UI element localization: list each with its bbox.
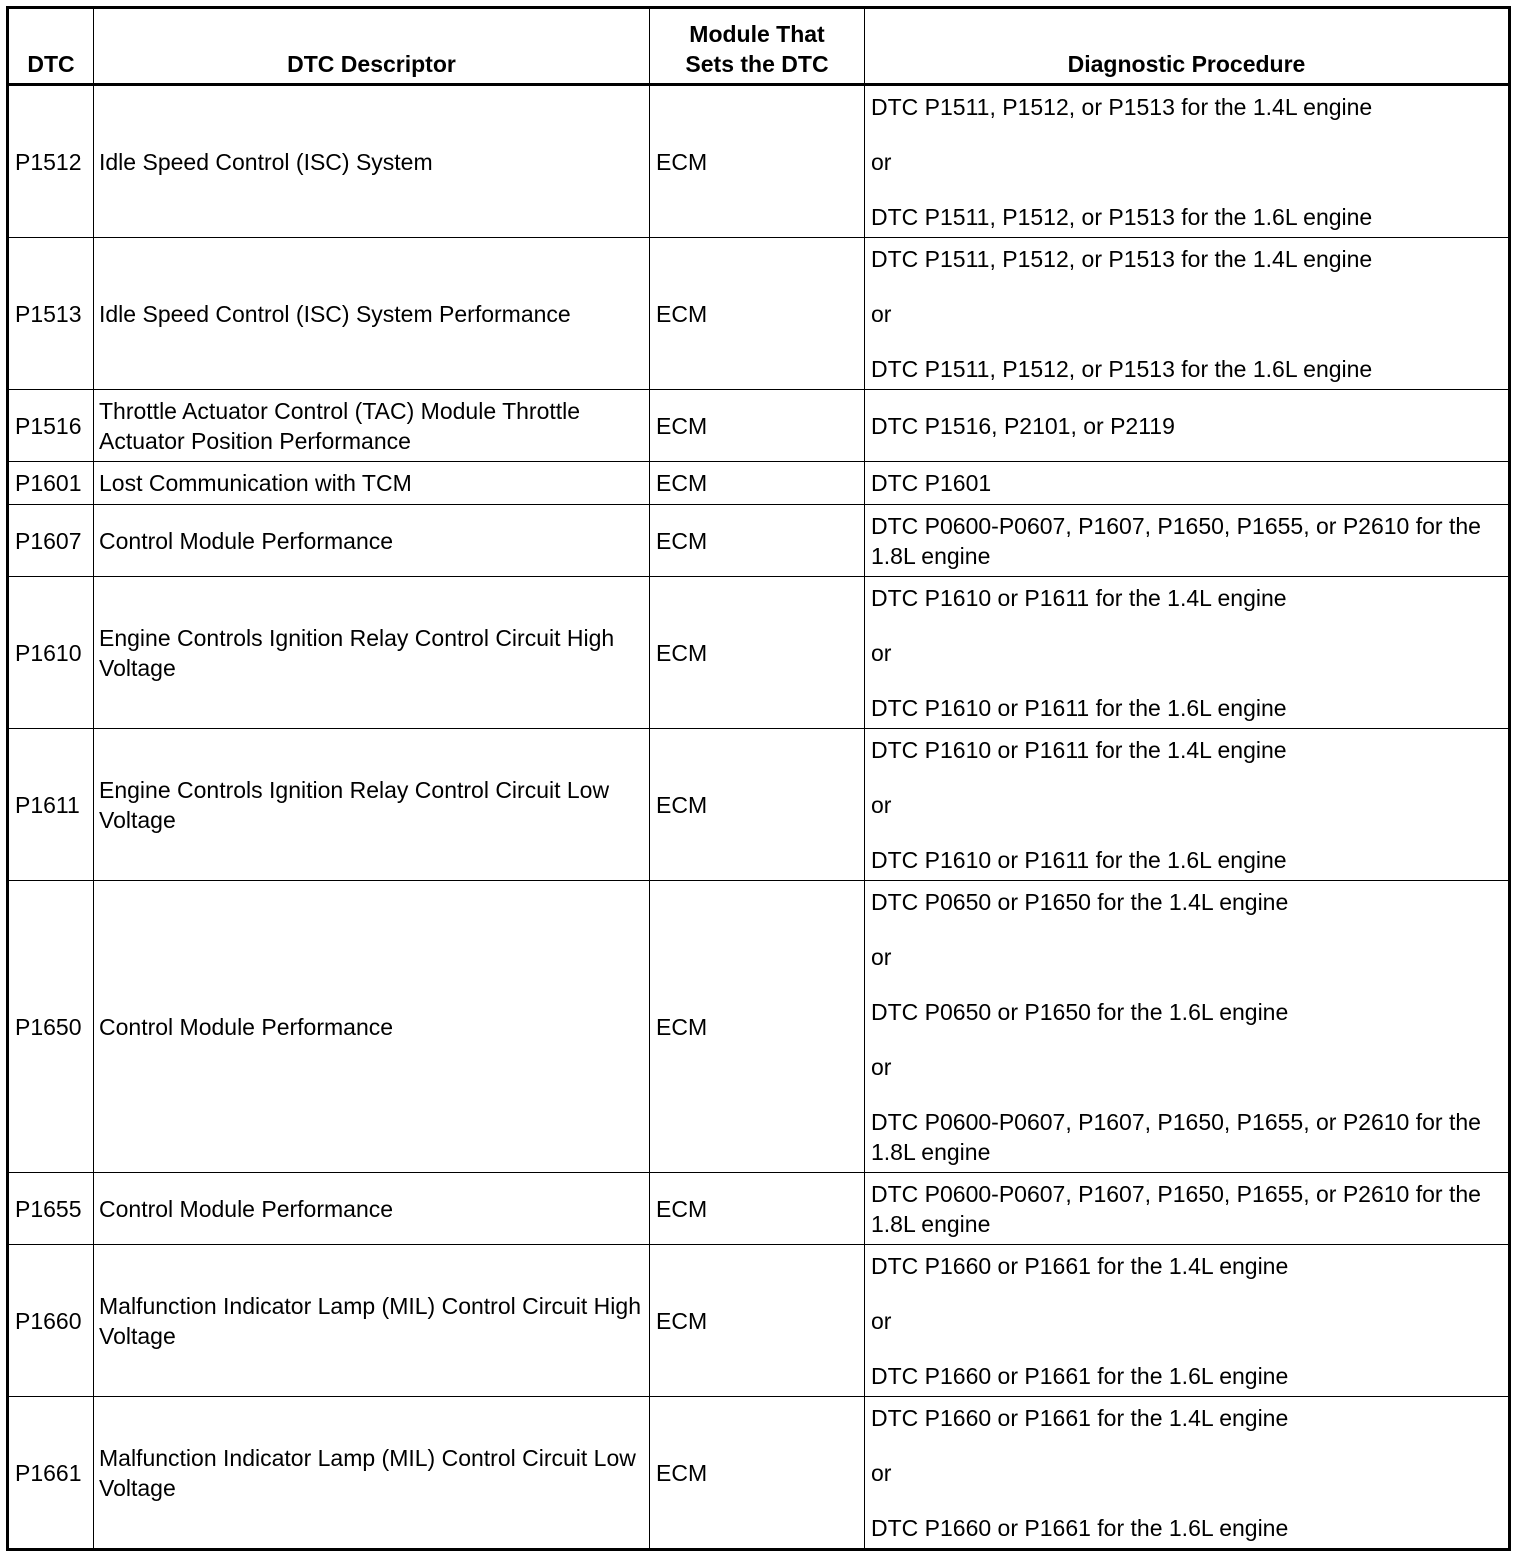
cell-descriptor: Control Module Performance <box>94 505 650 577</box>
table-row <box>8 505 1510 577</box>
procedure-line: DTC P1660 or P1661 for the 1.4L engine <box>871 1252 1289 1279</box>
table-row <box>8 85 1510 238</box>
cell-dtc: P1607 <box>8 505 94 577</box>
procedure-line: or <box>871 300 892 327</box>
cell-module: ECM <box>650 505 865 577</box>
procedure-line: DTC P1511, P1512, or P1513 for the 1.4L engine <box>871 245 1373 272</box>
procedure-line: or <box>871 791 892 818</box>
cell-dtc: P1650 <box>8 881 94 1173</box>
procedure-gap <box>871 1281 1504 1306</box>
procedure-gap <box>871 613 1504 638</box>
cell-procedure <box>865 1173 1510 1245</box>
procedure-line: DTC P1660 or P1661 for the 1.6L engine <box>871 1362 1289 1389</box>
table-row <box>8 390 1510 462</box>
table-header <box>8 8 1510 85</box>
table-row <box>8 881 1510 1173</box>
cell-descriptor: Lost Communication with TCM <box>94 462 650 505</box>
cell-dtc: P1512 <box>8 85 94 238</box>
procedure-line: or <box>871 1459 892 1486</box>
procedure-line: DTC P1610 or P1611 for the 1.4L engine <box>871 584 1287 611</box>
procedure-gap <box>871 122 1504 147</box>
cell-procedure <box>865 238 1510 390</box>
header-module-line2: Sets the DTC <box>685 51 829 77</box>
header-module <box>650 8 865 85</box>
procedure-gap <box>871 1027 1504 1052</box>
cell-dtc: P1513 <box>8 238 94 390</box>
procedure-line: DTC P0650 or P1650 for the 1.6L engine <box>871 998 1289 1025</box>
procedure-line: DTC P1660 or P1661 for the 1.4L engine <box>871 1404 1289 1431</box>
table-row <box>8 729 1510 881</box>
cell-procedure <box>865 577 1510 729</box>
cell-dtc: P1611 <box>8 729 94 881</box>
cell-module: ECM <box>650 1397 865 1550</box>
cell-procedure <box>865 1245 1510 1397</box>
procedure-gap <box>871 1433 1504 1458</box>
cell-procedure <box>865 881 1510 1173</box>
cell-procedure <box>865 390 1510 462</box>
procedure-line: DTC P0600-P0607, P1607, P1650, P1655, or P2610 for the 1.8L engine <box>871 512 1481 569</box>
cell-descriptor: Engine Controls Ignition Relay Control Circuit Low Voltage <box>94 729 650 881</box>
procedure-line: DTC P1610 or P1611 for the 1.4L engine <box>871 736 1287 763</box>
cell-descriptor: Malfunction Indicator Lamp (MIL) Control Circuit Low Voltage <box>94 1397 650 1550</box>
procedure-line: DTC P1660 or P1661 for the 1.6L engine <box>871 1514 1289 1541</box>
cell-descriptor: Malfunction Indicator Lamp (MIL) Control Circuit High Voltage <box>94 1245 650 1397</box>
procedure-line: DTC P1601 <box>871 470 992 496</box>
procedure-gap <box>871 274 1504 299</box>
cell-descriptor: Control Module Performance <box>94 881 650 1173</box>
cell-procedure <box>865 462 1510 505</box>
cell-module: ECM <box>650 881 865 1173</box>
header-descriptor: DTC Descriptor <box>94 8 650 85</box>
header-dtc: DTC <box>8 8 94 85</box>
cell-dtc: P1655 <box>8 1173 94 1245</box>
procedure-line: or <box>871 1307 892 1334</box>
table-row <box>8 1397 1510 1550</box>
procedure-gap <box>871 668 1504 693</box>
procedure-line: or <box>871 1053 892 1080</box>
cell-module: ECM <box>650 390 865 462</box>
cell-descriptor: Throttle Actuator Control (TAC) Module Throttle Actuator Position Performance <box>94 390 650 462</box>
procedure-line: DTC P0600-P0607, P1607, P1650, P1655, or P2610 for the 1.8L engine <box>871 1180 1481 1237</box>
procedure-line: DTC P0600-P0607, P1607, P1650, P1655, or P2610 for the 1.8L engine <box>871 1108 1481 1165</box>
header-module-line1: Module That <box>689 21 825 47</box>
cell-module: ECM <box>650 1245 865 1397</box>
cell-descriptor: Idle Speed Control (ISC) System <box>94 85 650 238</box>
procedure-line: DTC P1610 or P1611 for the 1.6L engine <box>871 846 1287 873</box>
cell-dtc: P1661 <box>8 1397 94 1550</box>
cell-dtc: P1660 <box>8 1245 94 1397</box>
cell-descriptor: Control Module Performance <box>94 1173 650 1245</box>
procedure-line: DTC P1516, P2101, or P2119 <box>871 412 1175 439</box>
procedure-gap <box>871 329 1504 354</box>
procedure-gap <box>871 1488 1504 1513</box>
procedure-line: or <box>871 943 892 970</box>
cell-procedure <box>865 729 1510 881</box>
procedure-gap <box>871 820 1504 845</box>
cell-module: ECM <box>650 577 865 729</box>
procedure-line: DTC P0650 or P1650 for the 1.4L engine <box>871 888 1289 915</box>
header-procedure: Diagnostic Procedure <box>865 8 1510 85</box>
procedure-gap <box>871 917 1504 942</box>
cell-dtc: P1601 <box>8 462 94 505</box>
procedure-line: DTC P1511, P1512, or P1513 for the 1.6L engine <box>871 203 1373 230</box>
table-row <box>8 462 1510 505</box>
procedure-gap <box>871 1082 1504 1107</box>
table-body <box>8 85 1510 1550</box>
header-row <box>8 8 1510 85</box>
procedure-line: DTC P1511, P1512, or P1513 for the 1.4L engine <box>871 93 1373 120</box>
procedure-line: or <box>871 148 892 175</box>
cell-descriptor: Idle Speed Control (ISC) System Performance <box>94 238 650 390</box>
cell-module: ECM <box>650 238 865 390</box>
procedure-gap <box>871 177 1504 202</box>
cell-module: ECM <box>650 462 865 505</box>
cell-descriptor: Engine Controls Ignition Relay Control Circuit High Voltage <box>94 577 650 729</box>
dtc-table <box>6 6 1511 1551</box>
cell-module: ECM <box>650 85 865 238</box>
procedure-line: DTC P1610 or P1611 for the 1.6L engine <box>871 694 1287 721</box>
procedure-gap <box>871 1336 1504 1361</box>
procedure-gap <box>871 972 1504 997</box>
table-row <box>8 577 1510 729</box>
cell-dtc: P1610 <box>8 577 94 729</box>
cell-module: ECM <box>650 729 865 881</box>
procedure-line: DTC P1511, P1512, or P1513 for the 1.6L engine <box>871 355 1373 382</box>
procedure-line: or <box>871 639 892 666</box>
table-row <box>8 1173 1510 1245</box>
procedure-gap <box>871 765 1504 790</box>
table-row <box>8 238 1510 390</box>
cell-procedure <box>865 505 1510 577</box>
cell-procedure <box>865 1397 1510 1550</box>
cell-dtc: P1516 <box>8 390 94 462</box>
cell-procedure <box>865 85 1510 238</box>
table-row <box>8 1245 1510 1397</box>
cell-module: ECM <box>650 1173 865 1245</box>
